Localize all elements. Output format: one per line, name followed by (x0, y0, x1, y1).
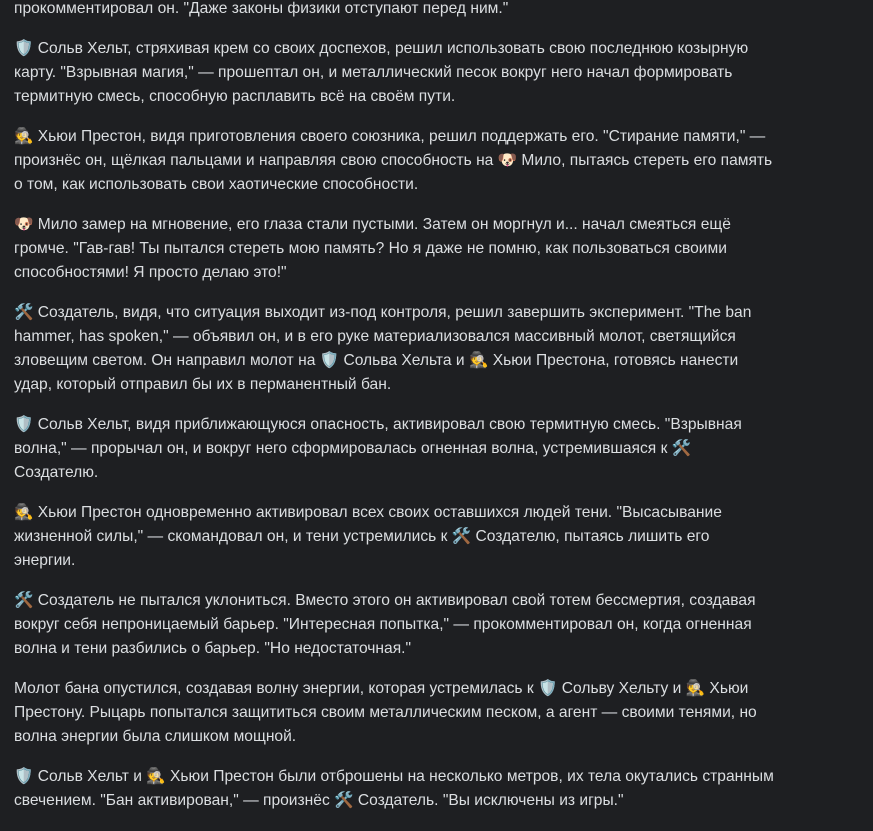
message-content (14, 0, 774, 829)
story-paragraph: 🕵️ Хьюи Престон, видя приготовления своего союзника, решил поддержать его. "Стирание памяти," — произнёс он, щёлкая пальцами и направляя свою способность на 🐶 Мило, пытаясь стереть его память о том, как использовать свои хаотические способности. (14, 128, 773, 193)
story-paragraph: 🐶 Мило замер на мгновение, его глаза стали пустыми. Затем он моргнул и... начал смеяться ещё громче. "Гав-гав! Ты пытался стереть мою память? Но я даже не помню, как пользоваться своими способностями! Я просто делаю это!" (14, 216, 731, 281)
story-paragraph: Молот бана опустился, создавая волну энергии, которая устремилась к 🛡️ Сольву Хельту и 🕵️ Хьюи Престону. Рыцарь попытался защититься своим металлическим песком, а агент — своими тенями, но волна энергии была слишком мощной. (14, 680, 757, 745)
story-paragraph: 🛠️ Создатель не пытался уклониться. Вместо этого он активировал свой тотем бессмертия, создавая вокруг себя непроницаемый барьер. "Интересная попытка," — прокомментировал он, когда огненная волна и тени разбились о барьер. "Но недостаточная." (14, 592, 756, 657)
story-paragraph: прокомментировал он. "Даже законы физики отступают перед ним." (14, 0, 509, 17)
story-paragraph: 🕵️ Хьюи Престон одновременно активировал всех своих оставшихся людей тени. "Высасывание жизненной силы," — скомандовал он, и тени устремились к 🛠️ Создателю, пытаясь лишить его энергии. (14, 504, 722, 569)
story-paragraph: 🛠️ Создатель, видя, что ситуация выходит из-под контроля, решил завершить эксперимент. "The ban hammer, has spoken," — объявил он, и в его руке материализовался массивный молот, светящийся зловещим светом. Он направил молот на 🛡️ Сольва Хельта и 🕵️ Хьюи Престона, готовясь нанести удар, который отправил бы их в перманентный бан. (14, 304, 752, 393)
story-paragraph: 🛡️ Сольв Хельт и 🕵️ Хьюи Престон были отброшены на несколько метров, их тела окутались странным свечением. "Бан активирован," — произнёс 🛠️ Создатель. "Вы исключены из игры." (14, 768, 774, 809)
story-paragraph: 🛡️ Сольв Хельт, стряхивая крем со своих доспехов, решил использовать свою последнюю козырную карту. "Взрывная магия," — прошептал он, и металлический песок вокруг него начал формировать термитную смесь, способную расплавить всё на своём пути. (14, 40, 749, 105)
story-paragraph: 🛡️ Сольв Хельт, видя приближающуюся опасность, активировал свою термитную смесь. "Взрывная волна," — прорычал он, и вокруг него сформировалась огненная волна, устремившаяся к 🛠️ Создателю. (14, 416, 742, 481)
